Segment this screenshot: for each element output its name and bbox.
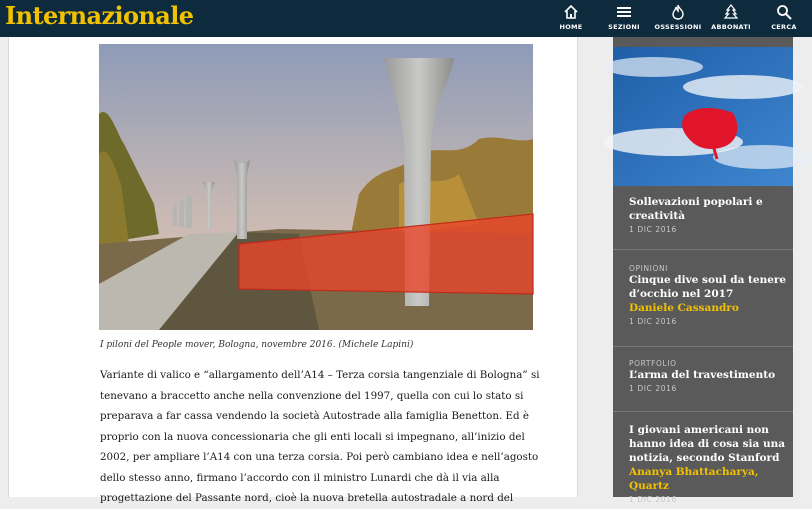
nav-home[interactable]	[547, 0, 595, 37]
article	[8, 37, 578, 504]
body-line: progettazione del Passante nord, cioè la nuova bretella autostradale a nord del	[100, 492, 514, 504]
card-category[interactable]: PORTFOLIO	[629, 359, 677, 368]
top-bar	[0, 0, 812, 37]
body-line: Variante di valico e “allargamento dell’A14 – Terza corsia tangenziale di Bologna” si	[100, 369, 540, 381]
body-line: tenevano a braccetto anche nella convenzione del 1997, quella con cui lo stato si	[100, 389, 524, 402]
card-date: 1 DIC 2016	[629, 384, 677, 393]
body-line: dello stesso anno, firmano l’accordo con il ministro Lunardi che dà il via alla	[100, 471, 500, 484]
sidebar-photo[interactable]	[613, 47, 793, 186]
card-author[interactable]: Daniele Cassandro	[629, 302, 739, 314]
sidebar	[613, 37, 793, 504]
divider	[613, 346, 793, 347]
nav-label: ABBONATI	[711, 23, 751, 31]
nav-sezioni[interactable]	[600, 0, 648, 37]
site-logo[interactable]: Internazionale	[5, 1, 194, 30]
card-date: 1 DIC 2016	[629, 317, 677, 326]
nav-label: HOME	[559, 23, 583, 31]
tree-icon	[723, 4, 739, 20]
card-date: 1 DIC 2016	[629, 225, 677, 234]
nav-ossessioni[interactable]	[654, 0, 702, 37]
card-title[interactable]: I giovani americani non	[629, 424, 769, 436]
divider	[613, 411, 793, 412]
card-title[interactable]: creatività	[629, 210, 685, 222]
card-title[interactable]: Sollevazioni popolari e	[629, 196, 763, 208]
card-author[interactable]: Ananya Bhattacharya, Quartz	[629, 466, 759, 492]
nav-cerca[interactable]	[760, 0, 808, 37]
card-title[interactable]: L’arma del travestimento	[629, 369, 776, 381]
card-title[interactable]: notizia, secondo Stanford	[629, 452, 780, 464]
card-title[interactable]: Cinque dive soul da tenere	[629, 274, 787, 286]
search-icon	[776, 4, 792, 20]
body-line: proprio con la nuova concessionaria che gli enti locali si impegnano, all’inizio del	[100, 430, 525, 443]
card-category[interactable]: OPINIONI	[629, 264, 668, 273]
divider	[613, 249, 793, 250]
home-icon	[563, 4, 579, 20]
nav-abbonati[interactable]	[707, 0, 755, 37]
nav-label: OSSESSIONI	[654, 23, 702, 31]
article-body	[100, 365, 560, 509]
sidebar-card[interactable]	[629, 264, 789, 326]
card-title[interactable]: hanno idea di cosa sia una	[629, 438, 786, 450]
menu-icon	[616, 4, 632, 20]
card-title[interactable]: d’occhio nel 2017	[629, 288, 734, 300]
card-date: 1 DIC 2016	[629, 495, 677, 504]
nav-label: CERCA	[771, 23, 797, 31]
article-photo	[99, 44, 533, 330]
body-line: preparava a far cassa vendendo la società Autostrade alla famiglia Benetton. Ed è	[100, 410, 529, 422]
sidebar-card[interactable]	[629, 195, 789, 234]
body-line: 2002, per ampliare l’A14 con una terza corsia. Poi però cambiano idea e nell’agosto	[100, 451, 539, 463]
sidebar-card[interactable]	[629, 359, 789, 393]
photo-caption: I piloni del People mover, Bologna, novembre 2016. (Michele Lapini)	[100, 340, 414, 350]
sidebar-card[interactable]	[629, 423, 789, 504]
flame-icon	[670, 4, 686, 20]
nav-label: SEZIONI	[608, 23, 640, 31]
